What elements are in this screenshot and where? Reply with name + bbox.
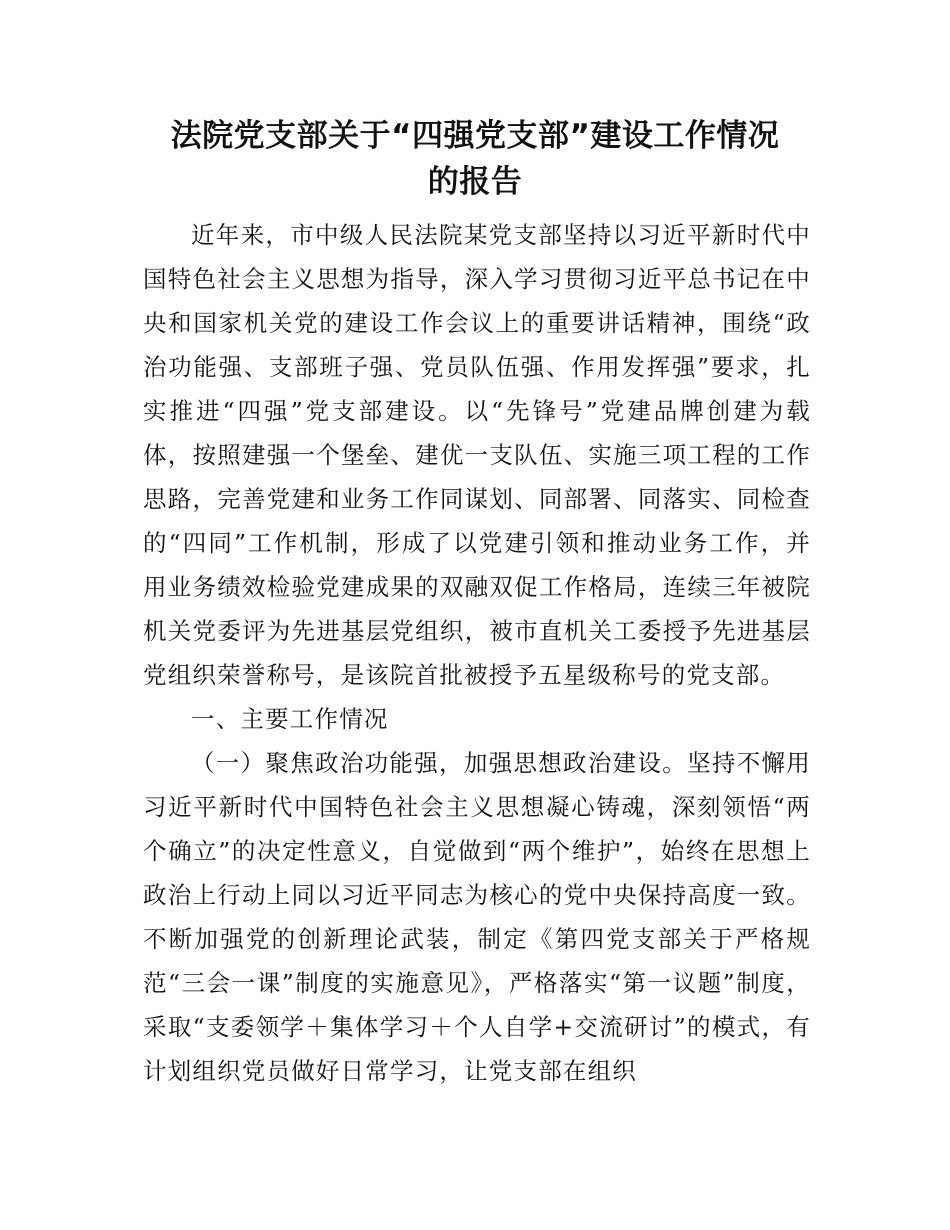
document-title-line-1: 法院党支部关于“四强党支部”建设工作情况 <box>170 118 780 154</box>
section-heading-main-work: 一、主要工作情况 <box>191 705 389 733</box>
intro-paragraph: 近年来，市中级人民法院某党支部坚持以习近平新时代中国特色社会主义思想为指导，深入学习贯彻习近平总书记在中央和国家机关党的建设工作会议上的重要讲话精神，围绕“政治功能强、支部班子强、党员队伍强、作用发挥强”要求，扎实推进“四强”党支部建设。以“先锋号”党建品牌创建为载体，按照建强一个堡垒、建优一支队伍、实施三项工程的工作思路，完善党建和业务工作同谋划、同部署、同落实、同检查的“四同”工作机制，形成了以党建引领和推动业务工作，并用业务绩效检验党建成果的双融双促工作格局，连续三年被院机关党委评为先进基层党组织，被市直机关工委授予先进基层党组织荣誉称号，是该院首批被授予五星级称号的党支部。 <box>143 221 811 689</box>
document-title-line-2: 的报告 <box>427 164 523 200</box>
subsection-paragraph-political-function: （一）聚焦政治功能强，加强思想政治建设。坚持不懈用习近平新时代中国特色社会主义思想凝心铸魂，深刻领悟“两个确立”的决定性意义，自觉做到“两个维护”，始终在思想上政治上行动上同以习近平同志为核心的党中央保持高度一致。不断加强党的创新理论武装，制定《第四党支部关于严格规范“三会一课”制度的实施意见》，严格落实“第一议题”制度，采取“支委领学＋集体学习＋个人自学+交流研讨”的模式，有计划组织党员做好日常学习，让党支部在组织 <box>143 749 811 1085</box>
